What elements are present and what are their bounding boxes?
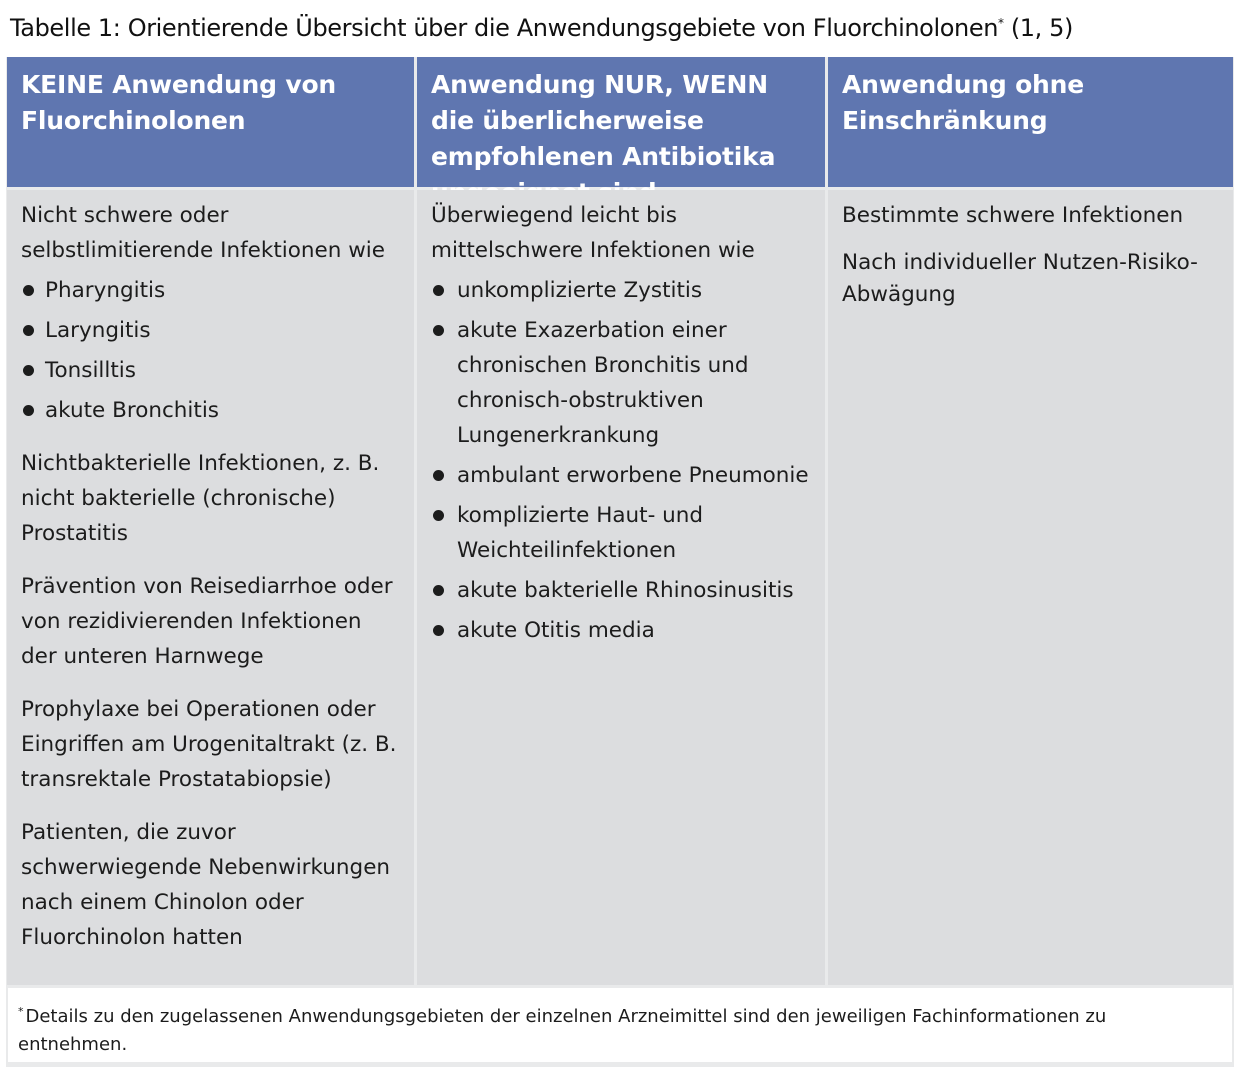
cell-paragraph: Patienten, die zuvor schwerwiegende Nebenwirkungen nach einem Chinolon oder Fluorchinolon hatten	[21, 820, 391, 950]
list-item: akute bakterielle Rhinosinusitis	[431, 573, 813, 608]
bullet-list	[431, 273, 813, 648]
table-title	[10, 8, 1073, 43]
table-footnote	[8, 988, 1232, 1062]
list-item: akute Otitis media	[431, 613, 813, 648]
cell-paragraph: Nicht schwere oder selbstlimitierende Infektionen wie	[21, 203, 385, 263]
bullet-list	[21, 273, 402, 428]
cell-paragraph: Prävention von Reisediarrhoe oder von rezidivierenden Infektionen der unteren Harnwege	[21, 574, 393, 669]
cell-paragraph: Prophylaxe bei Operationen oder Eingriffen am Urogenitaltrakt (z. B. transrektale Prostatabiopsie)	[21, 697, 397, 792]
list-item: unkomplizierte Zystitis	[431, 273, 813, 308]
cell-paragraph: Nichtbakterielle Infektionen, z. B. nicht bakterielle (chronische) Prostatitis	[21, 451, 380, 546]
column-body-keine-anwendung	[7, 190, 414, 985]
title-footnote-marker: *	[998, 16, 1004, 30]
list-item: ambulant erworbene Pneumonie	[431, 458, 813, 493]
list-item: akute Bronchitis	[21, 393, 402, 428]
footnote-marker: *	[18, 1005, 24, 1018]
list-item: Laryngitis	[21, 313, 402, 348]
list-item: Pharyngitis	[21, 273, 402, 308]
title-references: (1, 5)	[1010, 14, 1073, 42]
column-header-ohne-einschraenkung: Anwendung ohne Einschränkung	[828, 57, 1233, 187]
footnote-text: Details zu den zugelassenen Anwendungsgebieten der einzelnen Arzneimittel sind den jeweiligen Fachinformationen zu entnehmen.	[18, 1006, 1107, 1055]
column-body-anwendung-nur-wenn	[417, 190, 825, 985]
cell-paragraph: Nach individueller Nutzen-Risiko-Abwägung	[842, 250, 1198, 307]
cell-paragraph: Überwiegend leicht bis mittelschwere Infektionen wie	[431, 203, 755, 263]
column-header-anwendung-nur-wenn: Anwendung NUR, WENN die überlicherweise empfohlenen Antibiotika	[417, 57, 825, 187]
table-title-text: Tabelle 1: Orientierende Übersicht über die Anwendungsgebiete von Fluorchinolonen	[10, 14, 998, 42]
list-item: komplizierte Haut- und Weichteilinfektionen	[431, 498, 813, 568]
list-item: Tonsilltis	[21, 353, 402, 388]
cell-paragraph: Bestimmte schwere Infektionen	[842, 203, 1184, 228]
column-header-keine-anwendung: KEINE Anwendung von Fluorchinolonen	[7, 57, 414, 187]
list-item: akute Exazerbation einer chronischen Bronchitis und chronisch-obstruktiven Lungenerkrankung	[431, 313, 813, 453]
column-body-ohne-einschraenkung	[828, 190, 1233, 985]
